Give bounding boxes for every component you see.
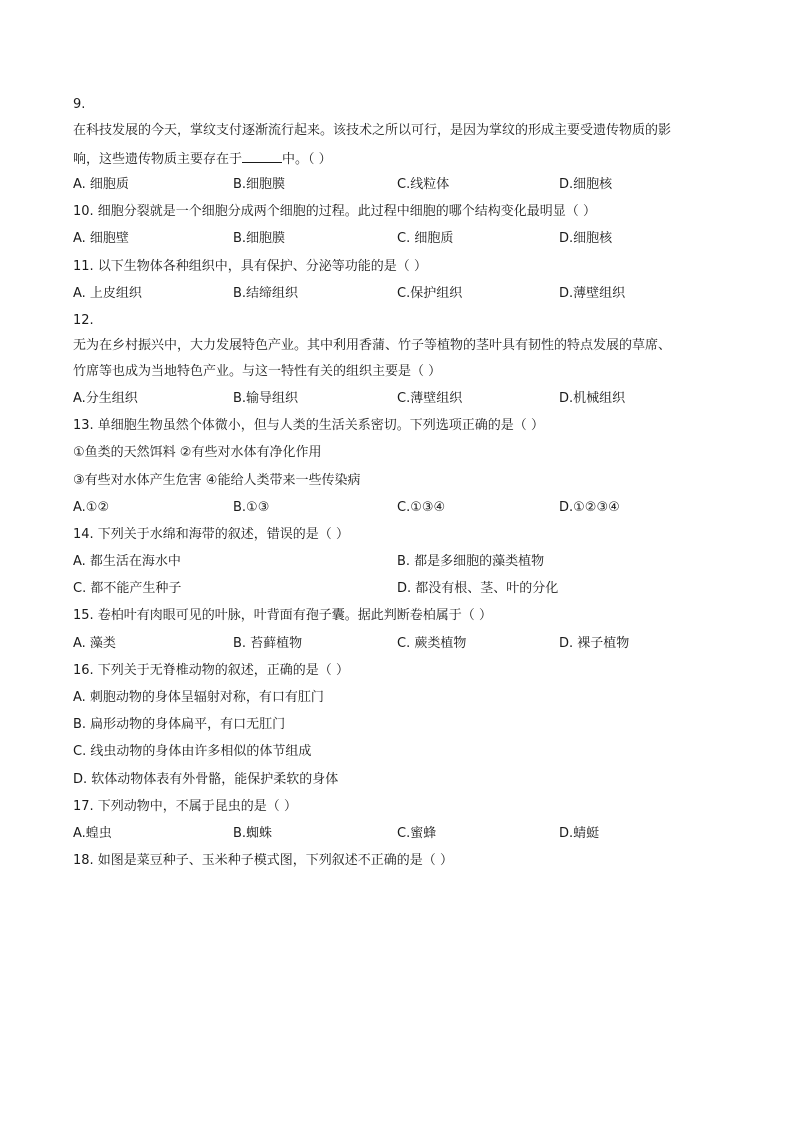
q17-option-c: C.蜜蜂 — [397, 826, 437, 841]
q15-option-d: D. 裸子植物 — [559, 636, 630, 651]
q14-option-a: A. 都生活在海水中 — [73, 554, 181, 569]
q9-number: 9. — [73, 97, 86, 112]
q10-stem: 10. 细胞分裂就是一个细胞分成两个细胞的过程。此过程中细胞的哪个结构变化最明显（ ） — [73, 204, 596, 219]
q14-option-b: B. 都是多细胞的藻类植物 — [397, 554, 545, 569]
q13-option-a: A.①② — [73, 500, 110, 515]
q14-option-d: D. 都没有根、茎、叶的分化 — [397, 581, 559, 596]
q13-items-line2: ③有些对水体产生危害 ④能给人类带来一些传染病 — [73, 473, 361, 488]
q12-stem-line1: 无为在乡村振兴中，大力发展特色产业。其中利用香蒲、竹子等植物的茎叶具有韧性的特点发展的草席、 — [73, 338, 672, 353]
q10-option-a: A. 细胞壁 — [73, 231, 129, 246]
q9-option-d: D.细胞核 — [559, 177, 613, 192]
q11-option-b: B.结缔组织 — [233, 286, 299, 301]
q12-option-c: C.薄壁组织 — [397, 391, 463, 406]
q11-option-d: D.薄壁组织 — [559, 286, 626, 301]
q16-option-a: A. 刺胞动物的身体呈辐射对称，有口有肛门 — [73, 690, 324, 705]
q12-option-a: A.分生组织 — [73, 391, 138, 406]
q9-stem-line1: 在科技发展的今天，掌纹支付逐渐流行起来。该技术之所以可行，是因为掌纹的形成主要受遗传物质的影 — [73, 123, 672, 138]
q9-option-c: C.线粒体 — [397, 177, 450, 192]
q16-stem: 16. 下列关于无脊椎动物的叙述，正确的是（ ） — [73, 663, 349, 678]
q18-stem: 18. 如图是菜豆种子、玉米种子模式图，下列叙述不正确的是（ ） — [73, 853, 453, 868]
q14-stem: 14. 下列关于水绵和海带的叙述，错误的是（ ） — [73, 527, 349, 542]
q12-option-d: D.机械组织 — [559, 391, 626, 406]
q9-option-a: A. 细胞质 — [73, 177, 129, 192]
q12-number: 12. — [73, 313, 94, 328]
q16-option-d: D. 软体动物体表有外骨骼，能保护柔软的身体 — [73, 772, 339, 787]
q15-option-b: B. 苔藓植物 — [233, 636, 303, 651]
q14-option-c: C. 都不能产生种子 — [73, 581, 182, 596]
q12-option-b: B.输导组织 — [233, 391, 299, 406]
q11-option-c: C.保护组织 — [397, 286, 463, 301]
q13-option-d: D.①②③④ — [559, 500, 620, 515]
q9-stem-part1: 响，这些遗传物质主要存在于 — [73, 152, 243, 167]
q17-option-b: B.蜘蛛 — [233, 826, 273, 841]
q10-option-d: D.细胞核 — [559, 231, 613, 246]
q9-stem-line2 — [73, 149, 332, 169]
q11-option-a: A. 上皮组织 — [73, 286, 142, 301]
q17-option-a: A.蝗虫 — [73, 826, 112, 841]
q15-stem: 15. 卷柏叶有肉眼可见的叶脉，叶背面有孢子囊。据此判断卷柏属于（ ） — [73, 608, 492, 623]
q13-option-b: B.①③ — [233, 500, 270, 515]
q13-option-c: C.①③④ — [397, 500, 446, 515]
q15-option-a: A. 藻类 — [73, 636, 116, 651]
q9-stem-part2: 中。（ ） — [282, 152, 332, 167]
q15-option-c: C. 蕨类植物 — [397, 636, 467, 651]
q13-items-line1: ①鱼类的天然饵料 ②有些对水体有净化作用 — [73, 445, 322, 460]
q13-stem: 13. 单细胞生物虽然个体微小，但与人类的生活关系密切。下列选项正确的是（ ） — [73, 418, 544, 433]
q11-stem: 11. 以下生物体各种组织中，具有保护、分泌等功能的是（ ） — [73, 259, 427, 274]
q10-option-c: C. 细胞质 — [397, 231, 454, 246]
q16-option-c: C. 线虫动物的身体由许多相似的体节组成 — [73, 744, 312, 759]
q12-stem-line2: 竹席等也成为当地特色产业。与这一特性有关的组织主要是（ ） — [73, 364, 442, 379]
q17-stem: 17. 下列动物中，不属于昆虫的是（ ） — [73, 799, 297, 814]
q17-option-d: D.蜻蜓 — [559, 826, 600, 841]
q16-option-b: B. 扁形动物的身体扁平，有口无肛门 — [73, 717, 286, 732]
q10-option-b: B.细胞膜 — [233, 231, 286, 246]
q9-fill-blank — [242, 149, 282, 163]
q9-option-b: B.细胞膜 — [233, 177, 286, 192]
